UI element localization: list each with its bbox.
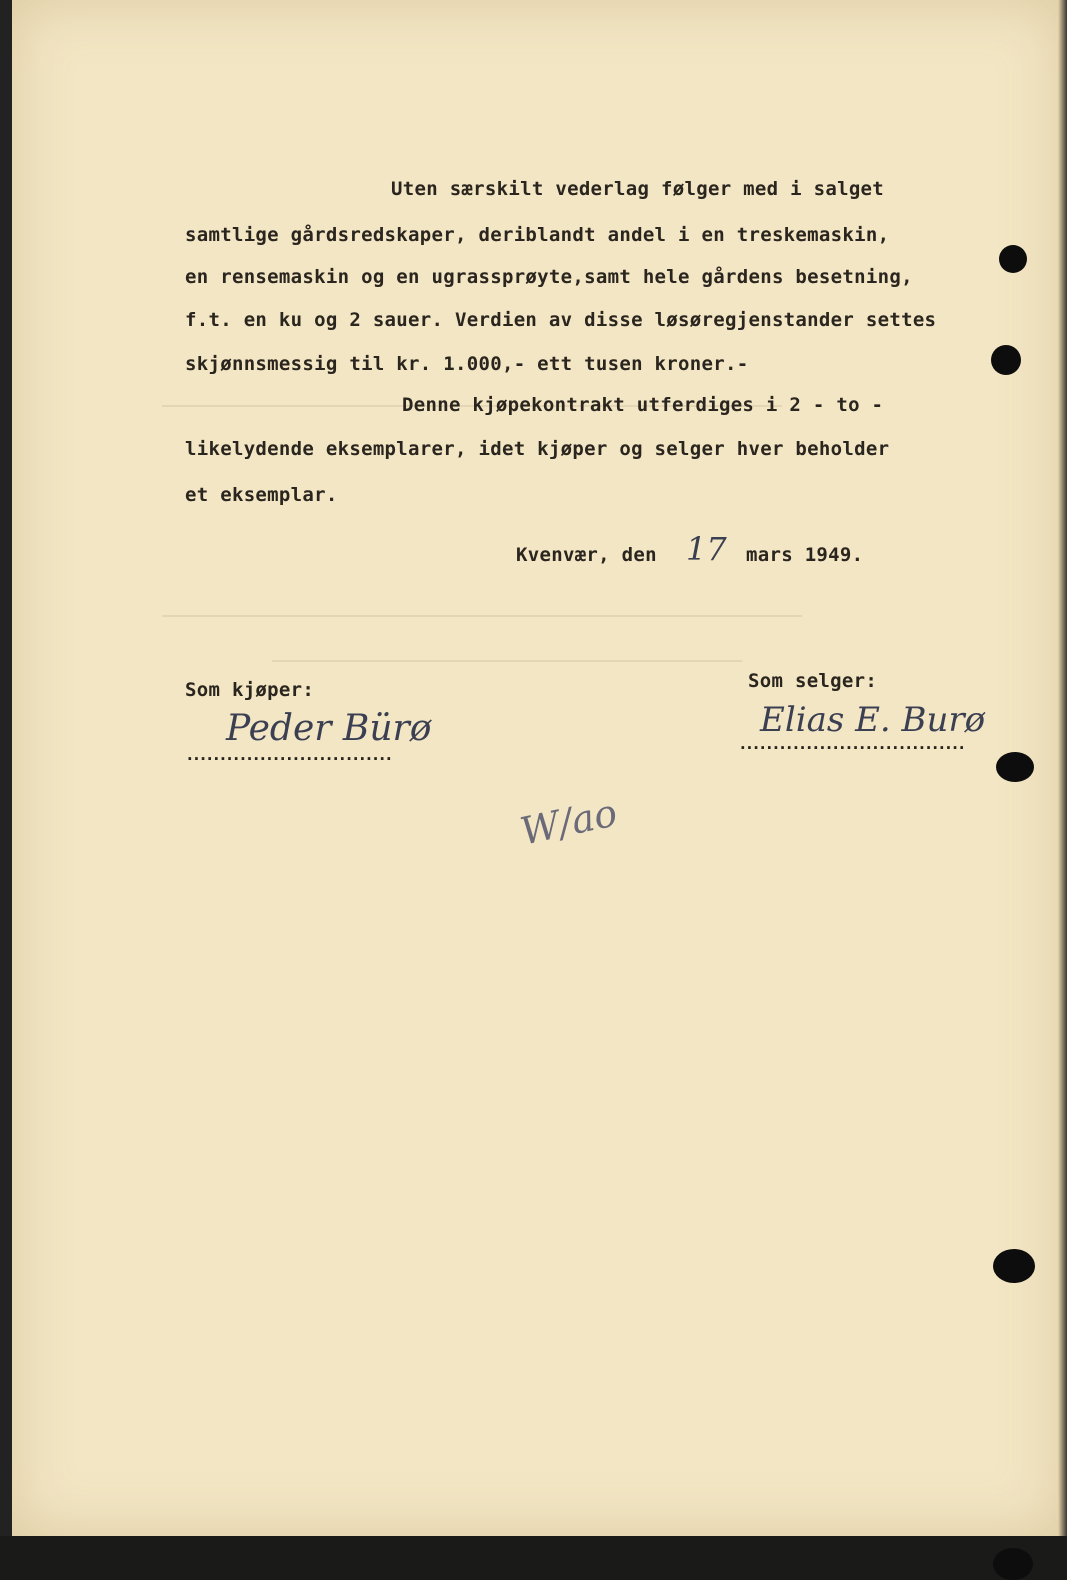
handwritten-day: 17 xyxy=(686,530,727,568)
body-line-5: skjønnsmessig til kr. 1.000,- ett tusen kroner.- xyxy=(185,353,749,375)
punch-hole xyxy=(993,1249,1035,1283)
buyer-label: Som kjøper: xyxy=(185,679,315,701)
seller-signature-line: .................................. xyxy=(738,734,964,753)
body-line-7: likelydende eksemplarer, idet kjøper og selger hver beholder xyxy=(185,438,890,460)
body-line-3: en rensemaskin og en ugrassprøyte,samt hele gårdens besetning, xyxy=(185,266,913,288)
body-line-4: f.t. en ku og 2 sauer. Verdien av disse løsøregjenstander settes xyxy=(185,309,937,331)
body-line-8: et eksemplar. xyxy=(185,484,338,506)
place-date-prefix: Kvenvær, den xyxy=(516,544,657,566)
buyer-signature: Peder Bürø xyxy=(226,708,432,749)
place-date-suffix: mars 1949. xyxy=(746,544,864,566)
punch-hole xyxy=(996,752,1034,782)
body-line-2: samtlige gårdsredskaper, deriblandt andel i en treskemaskin, xyxy=(185,224,890,246)
punch-hole xyxy=(993,1548,1033,1580)
punch-hole xyxy=(991,345,1021,375)
bleed-through-line xyxy=(162,615,802,617)
handwritten-notation: W/ao xyxy=(516,790,621,854)
buyer-signature-line: ............................... xyxy=(185,745,391,764)
seller-label: Som selger: xyxy=(748,670,878,692)
bleed-through-line xyxy=(272,660,742,662)
scan-right-edge xyxy=(1058,0,1067,1536)
body-line-1: Uten særskilt vederlag følger med i salget xyxy=(391,178,885,200)
scan-left-border xyxy=(0,0,12,1536)
body-line-6: Denne kjøpekontrakt utferdiges i 2 - to - xyxy=(402,394,884,416)
punch-hole xyxy=(999,245,1027,273)
seller-signature: Elias E. Burø xyxy=(760,700,986,740)
